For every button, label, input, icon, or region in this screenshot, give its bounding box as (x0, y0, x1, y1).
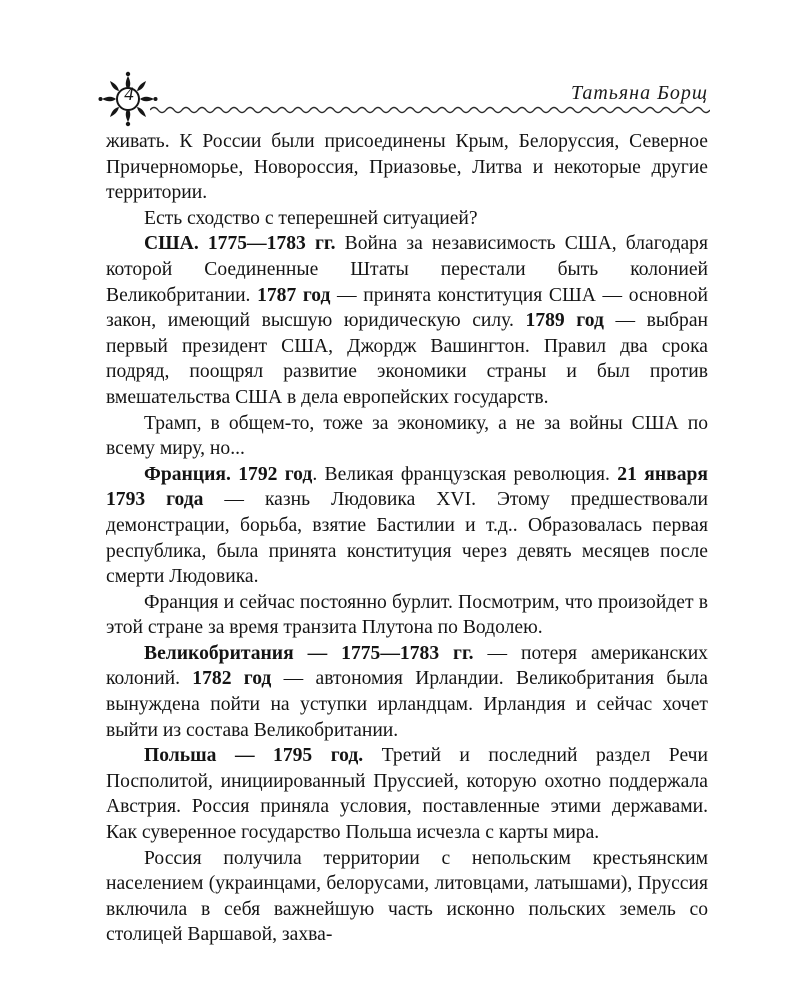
bold-date: Польша — 1795 год. (144, 745, 364, 767)
paragraph (106, 641, 708, 743)
bold-date: США. 1775—1783 гг. (144, 233, 336, 255)
text-segment: живать. К России были присоединены Крым, Белоруссия, Северное Причерноморье, Новороссия, Приазовье, Литва и некоторые другие территории. (106, 131, 708, 204)
text-segment: — казнь Людовика XVI. Этому предшествовали демонстрации, борьба, взятие Бастилии и т.д.. Образовалась первая республика, была принята конституция через девять месяцев после смерти Людовика. (106, 489, 709, 588)
text-segment: Россия получила территории с непольским крестьянским населением (украинцами, белорусами, литовцами, латышами), Пруссия включила в себя важнейшую часть исконно польских земель со столицей Варшавой, захва- (106, 847, 708, 946)
paragraph (106, 231, 708, 410)
paragraph (106, 462, 708, 590)
bold-date: Франция. 1792 год (144, 463, 313, 485)
text-segment: Трамп, в общем-то, тоже за экономику, а не за войны США по всему миру, но... (106, 412, 708, 460)
text-segment: Франция и сейчас постоянно бурлит. Посмотрим, что произойдет в этой стране за время транзита Плутона по Водолею. (106, 591, 708, 639)
bold-date: 1789 год (525, 310, 604, 332)
paragraph (106, 129, 708, 206)
paragraph (106, 846, 708, 948)
text-segment: Третий и последний раздел Речи Посполитой, инициированный Пруссией, которую охотно поддержала Австрия. Россия приняла условия, поставленные этими державами. Как суверенное государство Польша исчезла с карты мира. (106, 745, 708, 844)
bold-date: 1787 год (257, 284, 331, 306)
bold-date: 21 января 1793 года (106, 463, 708, 511)
body-text (106, 129, 708, 948)
paragraph (106, 743, 708, 845)
page-number: 4 (124, 84, 134, 105)
header-wave-rule (150, 104, 710, 116)
bold-date: Великобритания — 1775—1783 гг. (144, 642, 474, 664)
text-segment: — автономия Ирландии. Великобритания была вынуждена пойти на уступки ирландцам. Ирландия и сейчас хочет выйти из состава Великобритании. (106, 668, 708, 741)
text-segment: Война за независимость США, благодаря которой Соединенные Штаты перестали быть колонией Великобритании. (106, 233, 708, 306)
text-segment: — потеря американских колоний. (106, 642, 708, 690)
text-segment: . Великая французская революция. (312, 463, 618, 485)
paragraph (106, 206, 708, 232)
text-segment: Есть сходство с теперешней ситуацией? (144, 207, 478, 229)
bold-date: 1782 год (192, 668, 272, 690)
paragraph (106, 590, 708, 641)
running-head-author: Татьяна Борщ (570, 82, 708, 104)
paragraph (106, 411, 708, 462)
text-segment: — принята конституция США — основной закон, имеющий высшую юридическую силу. (106, 284, 708, 332)
text-segment: — выбран первый президент США, Джордж Вашингтон. Правил два срока подряд, поощрял развитие экономики страны и был против вмешательства США в дела европейских государств. (106, 310, 709, 408)
